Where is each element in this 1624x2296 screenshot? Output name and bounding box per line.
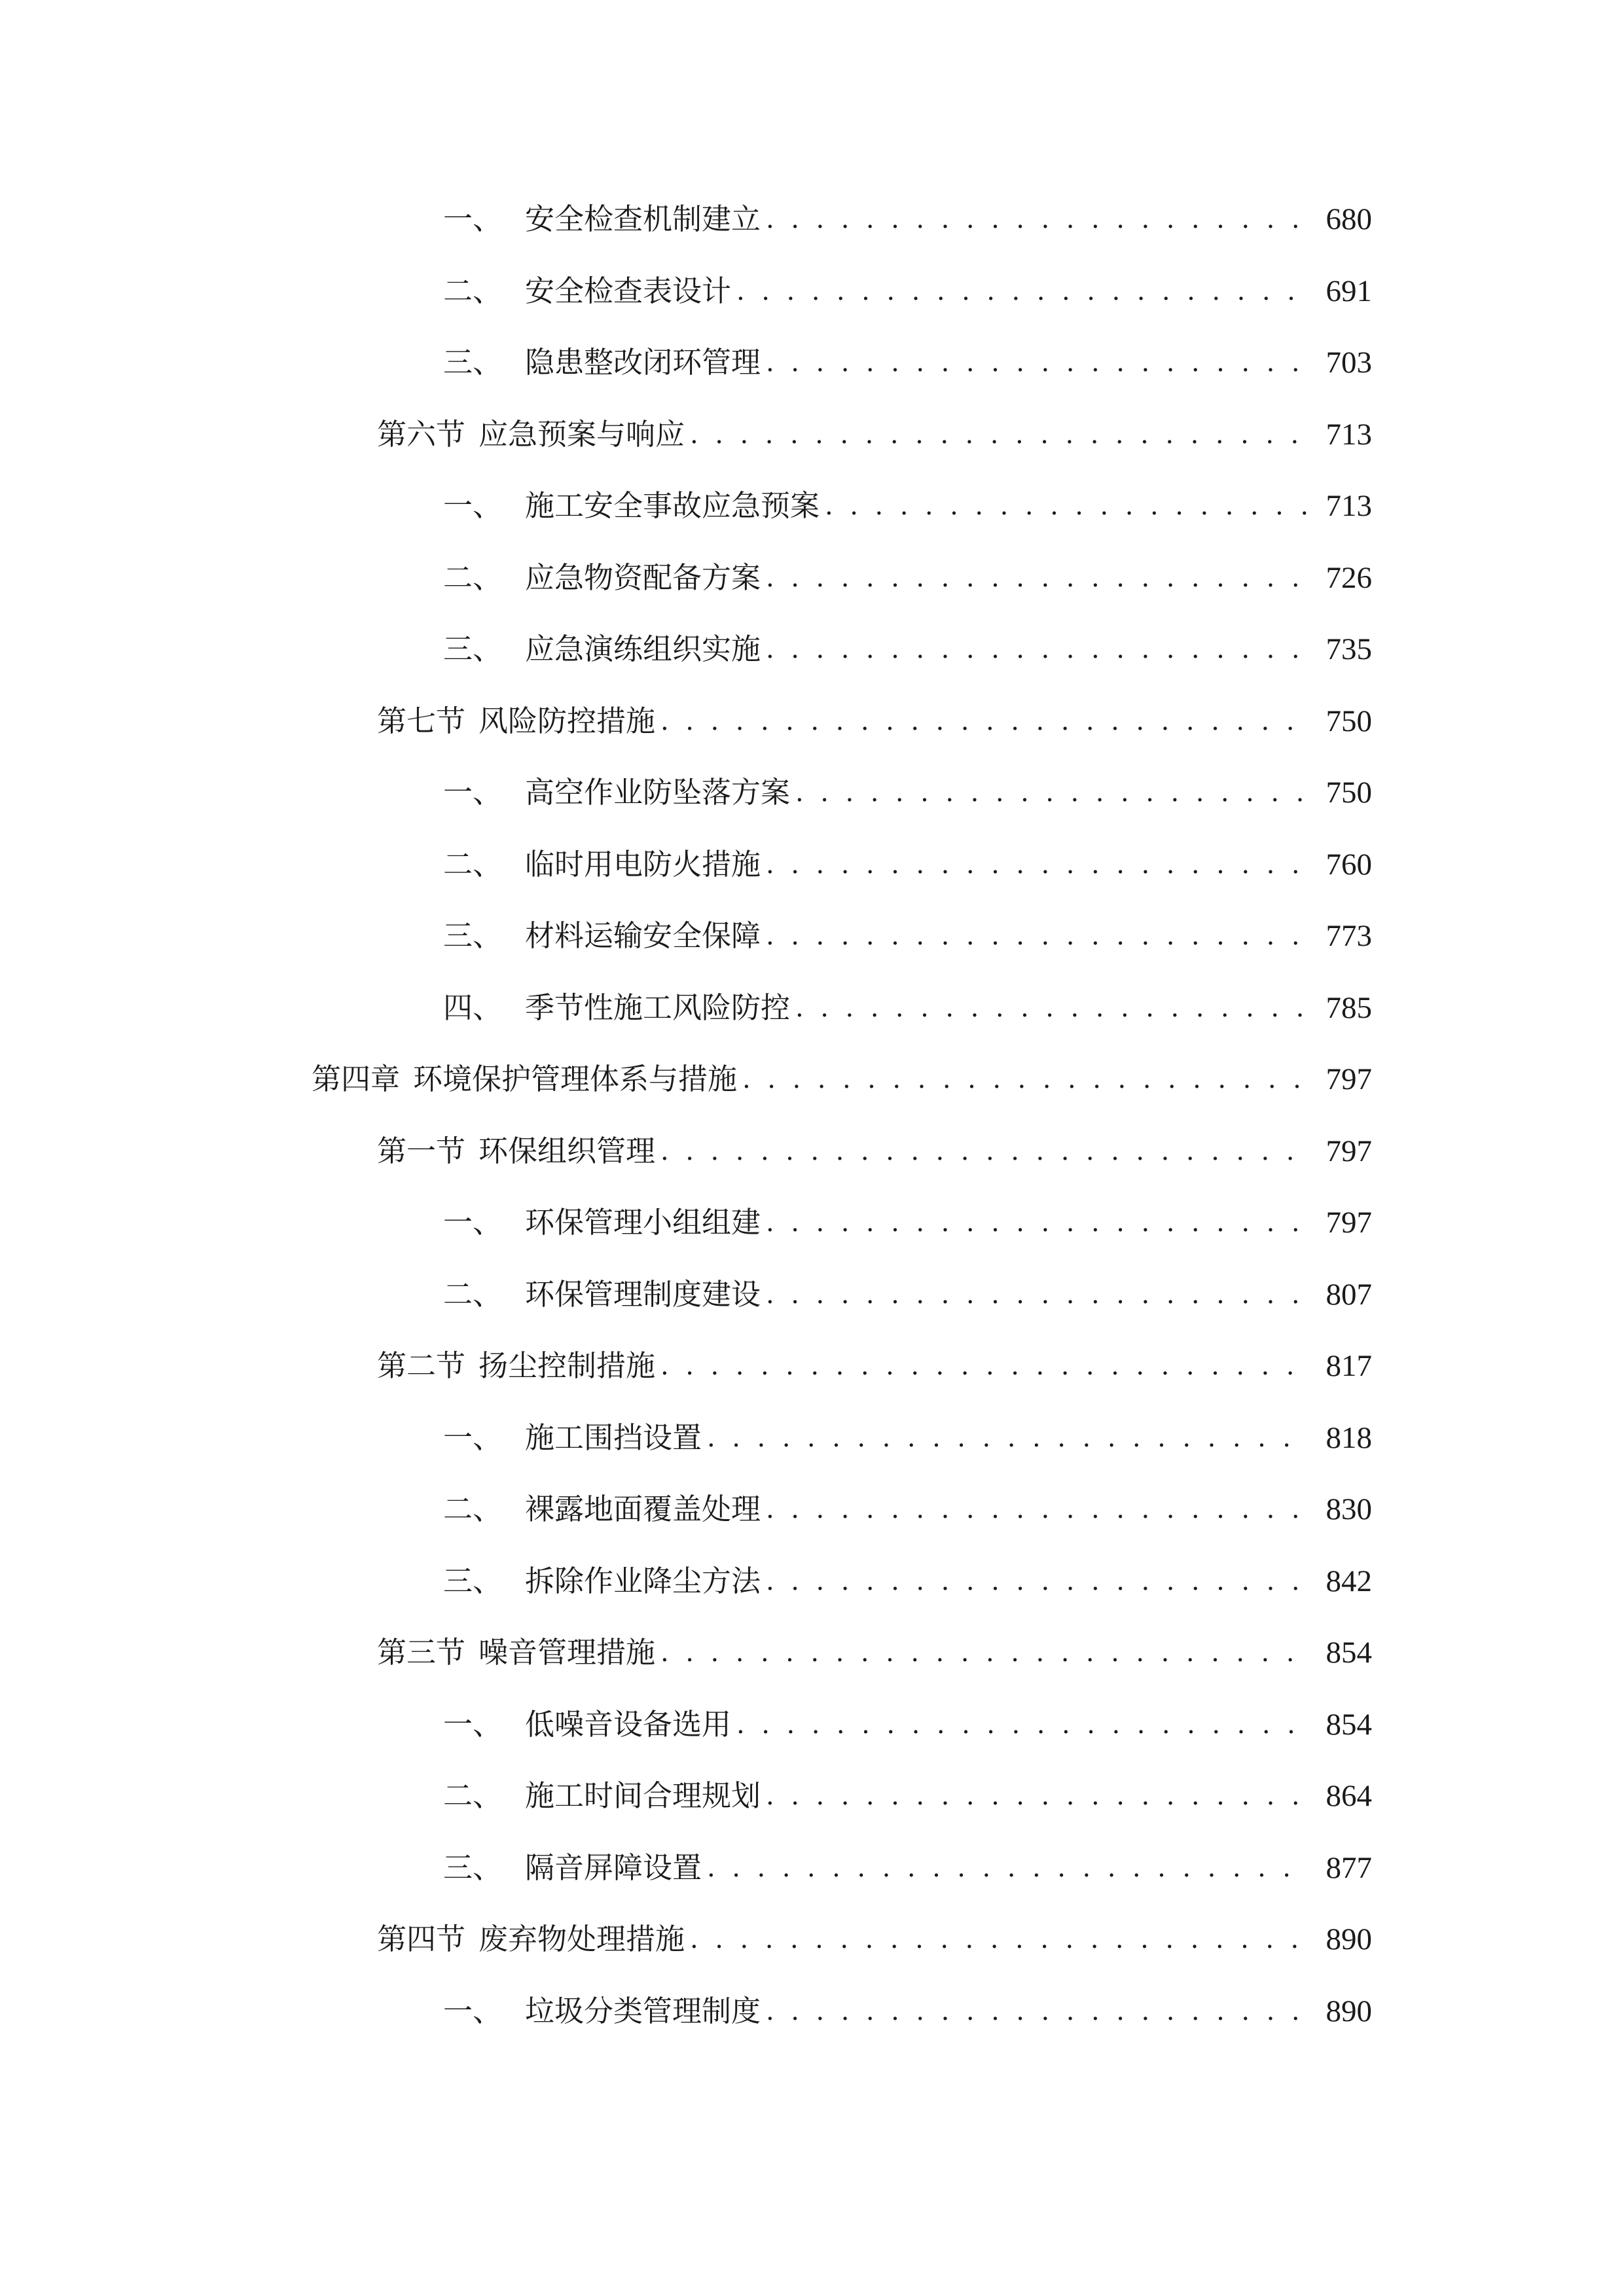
toc-entry-page: 854 <box>1326 1636 1372 1670</box>
toc-entry-page: 830 <box>1326 1492 1372 1526</box>
toc-dot-leader <box>761 1268 1310 1321</box>
toc-entry[interactable] <box>443 1698 1372 1751</box>
toc-entry[interactable] <box>377 1626 1372 1679</box>
toc-entry-page: 864 <box>1326 1779 1372 1813</box>
toc-entry-number: 三、 <box>443 918 503 953</box>
toc-entry-page: 890 <box>1326 1994 1372 2028</box>
toc-entry-title: 裸露地面覆盖处理 <box>525 1492 761 1526</box>
toc-entry-page: 842 <box>1326 1564 1372 1598</box>
toc-dot-leader <box>761 1555 1310 1607</box>
toc-entry-title: 施工安全事故应急预案 <box>525 488 820 523</box>
toc-entry[interactable] <box>443 1268 1372 1321</box>
toc-entry-number: 第六节 <box>377 417 466 452</box>
toc-entry-title: 临时用电防火措施 <box>525 847 761 882</box>
toc-entry[interactable] <box>443 552 1372 604</box>
toc-entry-number: 一、 <box>443 202 503 236</box>
toc-entry-page: 760 <box>1326 848 1372 882</box>
toc-dot-leader <box>761 1483 1310 1535</box>
toc-entry-number: 第一节 <box>377 1134 466 1168</box>
toc-entry-title: 季节性施工风险防控 <box>525 990 791 1025</box>
toc-entry[interactable] <box>377 1125 1372 1177</box>
toc-entry-title: 低噪音设备选用 <box>525 1707 732 1742</box>
toc-entry-title: 风险防控措施 <box>478 704 656 738</box>
toc-entry-page: 854 <box>1326 1708 1372 1742</box>
toc-entry-page: 877 <box>1326 1851 1372 1885</box>
toc-entry-page: 807 <box>1326 1278 1372 1312</box>
toc-dot-leader <box>655 1626 1310 1679</box>
toc-entry-page: 691 <box>1326 274 1372 308</box>
toc-entry-title: 应急预案与响应 <box>478 417 685 452</box>
toc-entry[interactable] <box>443 336 1372 389</box>
toc-entry[interactable] <box>443 193 1372 245</box>
toc-entry-page: 713 <box>1326 418 1372 452</box>
toc-entry-page: 680 <box>1326 202 1372 236</box>
toc-entry[interactable] <box>443 1770 1372 1822</box>
toc-dot-leader <box>702 1412 1310 1464</box>
toc-entry-number: 二、 <box>443 1492 503 1526</box>
toc-entry-title: 安全检查表设计 <box>525 274 732 308</box>
toc-entry-page: 773 <box>1326 919 1372 953</box>
toc-entry-page: 785 <box>1326 991 1372 1025</box>
toc-entry-title: 噪音管理措施 <box>478 1635 656 1670</box>
toc-entry-title: 环保组织管理 <box>478 1134 656 1168</box>
toc-dot-leader <box>761 1770 1310 1822</box>
toc-entry-title: 施工围挡设置 <box>525 1420 702 1455</box>
toc-dot-leader <box>731 265 1310 317</box>
toc-dot-leader <box>820 480 1310 532</box>
toc-entry[interactable] <box>443 1842 1372 1894</box>
toc-dot-leader <box>761 336 1310 389</box>
toc-entry[interactable] <box>443 1196 1372 1249</box>
toc-dot-leader <box>790 982 1310 1034</box>
toc-dot-leader <box>790 766 1310 819</box>
toc-entry-title: 废弃物处理措施 <box>478 1922 685 1956</box>
toc-entry[interactable] <box>312 1053 1372 1105</box>
toc-entry-number: 一、 <box>443 488 503 523</box>
toc-entry[interactable] <box>377 408 1372 461</box>
toc-entry-title: 拆除作业降尘方法 <box>525 1564 761 1598</box>
toc-entry-number: 一、 <box>443 1420 503 1455</box>
toc-entry-title: 扬尘控制措施 <box>478 1348 656 1383</box>
toc-entry-page: 750 <box>1326 776 1372 810</box>
toc-entry-number: 三、 <box>443 345 503 380</box>
toc-dot-leader <box>685 408 1310 461</box>
toc-entry[interactable] <box>443 1483 1372 1535</box>
toc-entry-page: 797 <box>1326 1062 1372 1096</box>
toc-dot-leader <box>655 1340 1310 1392</box>
toc-entry-title: 安全检查机制建立 <box>525 202 761 236</box>
toc-entry-page: 703 <box>1326 346 1372 380</box>
toc-entry-title: 高空作业防坠落方案 <box>525 775 791 810</box>
toc-entry[interactable] <box>443 1985 1372 2037</box>
toc-dot-leader <box>702 1842 1310 1894</box>
toc-dot-leader <box>761 623 1310 675</box>
toc-entry-page: 735 <box>1326 632 1372 666</box>
toc-entry[interactable] <box>443 910 1372 962</box>
toc-entry-number: 三、 <box>443 1564 503 1598</box>
toc-dot-leader <box>761 1985 1310 2037</box>
toc-dot-leader <box>761 1196 1310 1249</box>
toc-entry-number: 二、 <box>443 1778 503 1813</box>
toc-entry-page: 817 <box>1326 1349 1372 1383</box>
toc-entry-page: 890 <box>1326 1922 1372 1956</box>
toc-entry-number: 第四章 <box>312 1062 401 1096</box>
toc-dot-leader <box>761 193 1310 245</box>
toc-entry-page: 797 <box>1326 1134 1372 1168</box>
toc-dot-leader <box>685 1913 1310 1965</box>
toc-entry-number: 第三节 <box>377 1635 466 1670</box>
toc-entry-number: 一、 <box>443 1994 503 2028</box>
toc-dot-leader <box>761 910 1310 962</box>
toc-entry[interactable] <box>377 1340 1372 1392</box>
toc-entry-title: 施工时间合理规划 <box>525 1778 761 1813</box>
toc-entry-number: 三、 <box>443 1850 503 1885</box>
toc-entry-number: 第七节 <box>377 704 466 738</box>
toc-dot-leader <box>655 695 1310 747</box>
toc-entry[interactable] <box>443 982 1372 1034</box>
toc-entry-number: 一、 <box>443 775 503 810</box>
toc-entry[interactable] <box>443 1555 1372 1607</box>
toc-entry[interactable] <box>443 838 1372 891</box>
toc-dot-leader <box>737 1053 1310 1105</box>
toc-entry-title: 应急物资配备方案 <box>525 560 761 595</box>
toc-dot-leader <box>731 1698 1310 1751</box>
toc-entry-title: 材料运输安全保障 <box>525 918 761 953</box>
toc-entry-title: 隔音屏障设置 <box>525 1850 702 1885</box>
toc-entry[interactable] <box>443 1412 1372 1464</box>
toc-entry[interactable] <box>377 1913 1372 1965</box>
toc-entry-number: 三、 <box>443 632 503 666</box>
toc-entry[interactable] <box>443 480 1372 532</box>
toc-entry-number: 二、 <box>443 1277 503 1312</box>
toc-entry[interactable] <box>443 623 1372 675</box>
toc-entry-number: 二、 <box>443 847 503 882</box>
toc-dot-leader <box>761 552 1310 604</box>
toc-entry-page: 797 <box>1326 1206 1372 1240</box>
toc-entry[interactable] <box>443 766 1372 819</box>
toc-entry-number: 二、 <box>443 560 503 595</box>
toc-entry-title: 隐患整改闭环管理 <box>525 345 761 380</box>
toc-dot-leader <box>761 838 1310 891</box>
toc-entry-page: 713 <box>1326 489 1372 523</box>
toc-entry-page: 726 <box>1326 561 1372 595</box>
toc-entry-page: 818 <box>1326 1421 1372 1455</box>
toc-entry[interactable] <box>377 695 1372 747</box>
toc-entry-number: 二、 <box>443 274 503 308</box>
toc-entry[interactable] <box>443 265 1372 317</box>
toc-entry-number: 一、 <box>443 1707 503 1742</box>
toc-entry-title: 应急演练组织实施 <box>525 632 761 666</box>
toc-entry-number: 第四节 <box>377 1922 466 1956</box>
toc-entry-title: 环保管理制度建设 <box>525 1277 761 1312</box>
toc-entry-number: 四、 <box>443 990 503 1025</box>
toc-entry-title: 垃圾分类管理制度 <box>525 1994 761 2028</box>
toc-entry-number: 一、 <box>443 1205 503 1240</box>
toc-entry-number: 第二节 <box>377 1348 466 1383</box>
toc-entry-page: 750 <box>1326 704 1372 738</box>
toc-entry-title: 环境保护管理体系与措施 <box>413 1062 738 1096</box>
toc-dot-leader <box>655 1125 1310 1177</box>
toc-entry-title: 环保管理小组组建 <box>525 1205 761 1240</box>
